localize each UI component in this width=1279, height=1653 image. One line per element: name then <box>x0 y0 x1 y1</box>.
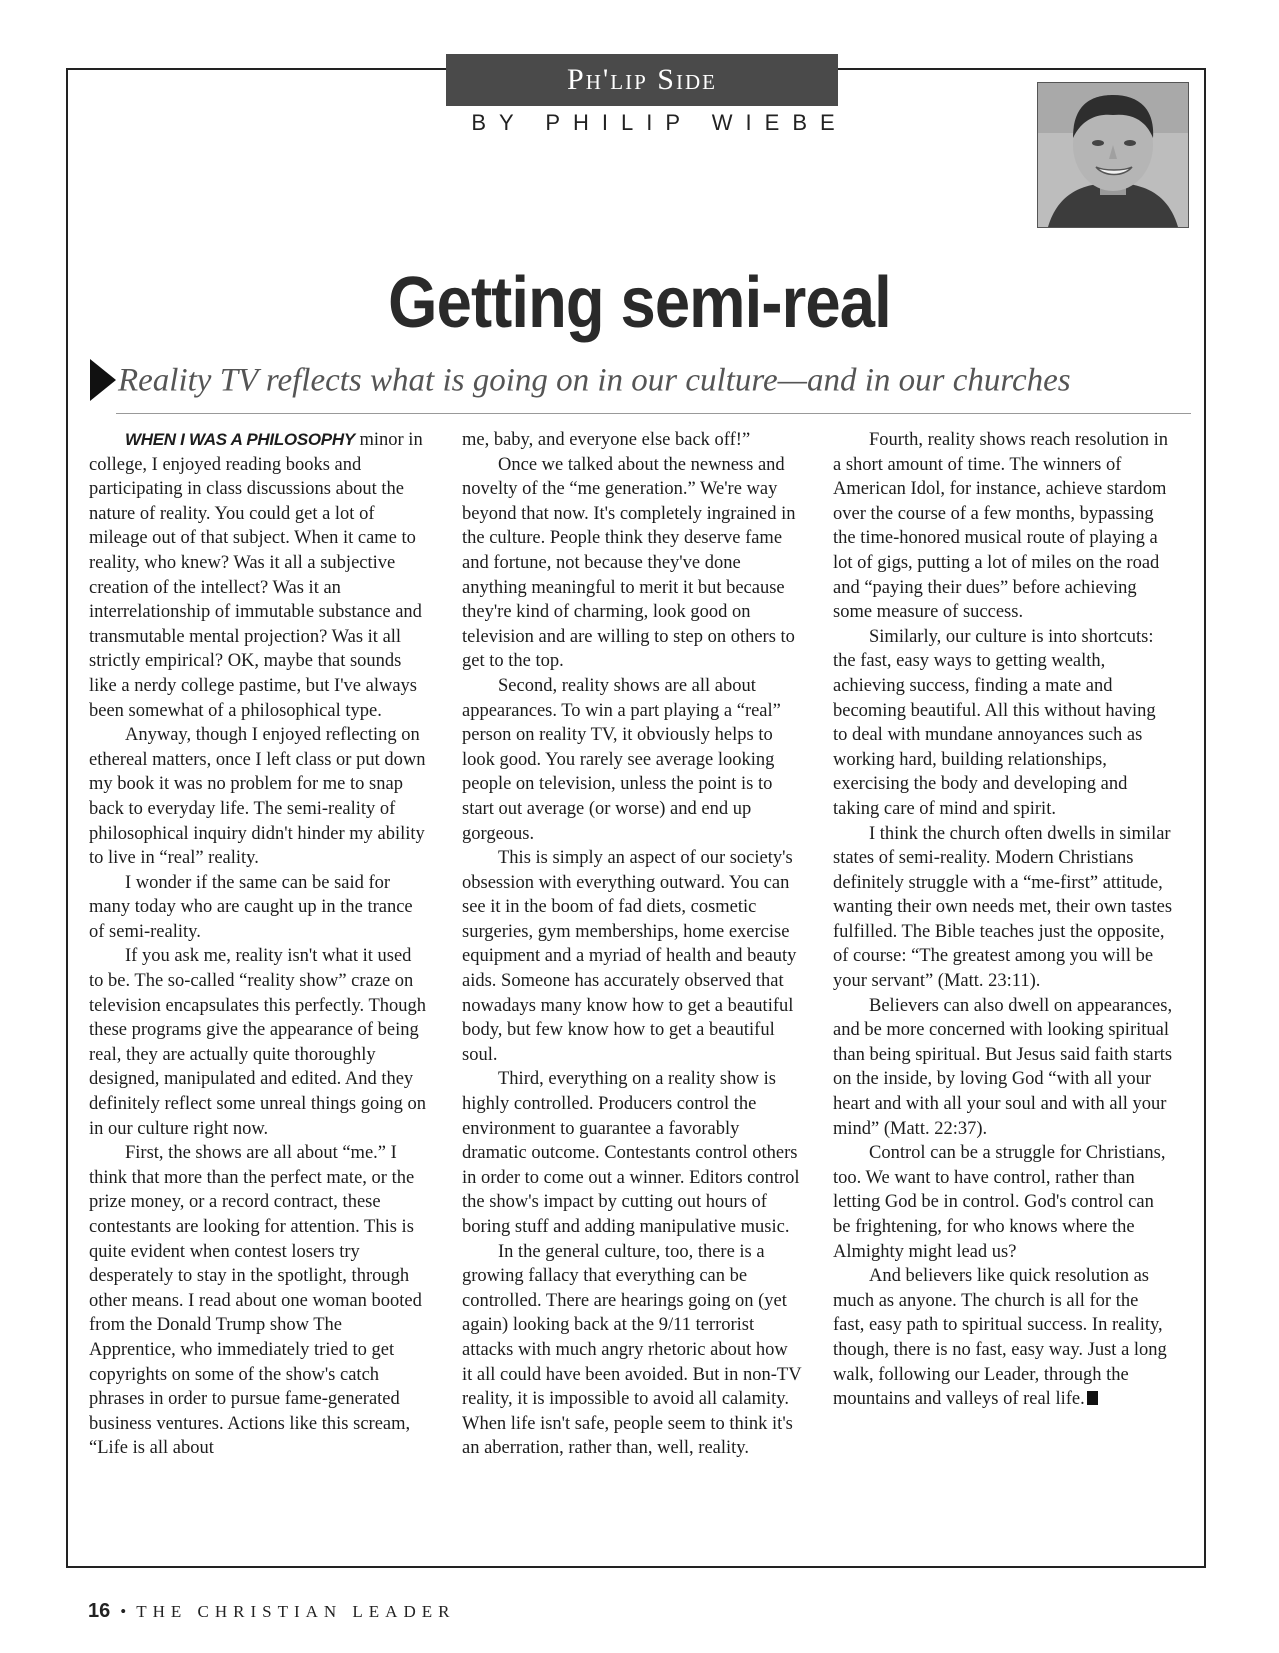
deck-subtitle <box>90 362 1190 404</box>
triangle-arrow-icon <box>90 359 116 401</box>
column-name-banner: Ph'lip Side <box>446 54 838 106</box>
end-mark-icon <box>1087 1391 1098 1405</box>
deck-divider <box>116 413 1191 414</box>
paragraph: Similarly, our culture is into shortcuts: the fast, easy ways to getting wealth, achieving success, finding a mate and becoming beautiful. All this without having to deal with mundane annoyances such as working hard, building relationships, exercising the body and developing and taking care of mind and spirit. <box>833 626 1156 819</box>
paragraph: Second, reality shows are all about appearances. To win a part playing a “real” person on reality TV, it obviously helps to look good. You rarely see average looking people on television, unless the point is to start out average (or worse) and end up gorgeous. <box>462 675 781 844</box>
paragraph: I think the church often dwells in similar states of semi-reality. Modern Christians definitely struggle with a “me-first” attitude, wanting their own needs met, their own tastes fulfilled. The Bible teaches just the opposite, of course: “The greatest among you will be your servant” (Matt. 23:11). <box>833 823 1173 992</box>
paragraph: I wonder if the same can be said for many today who are caught up in the trance of semi-reality. <box>89 872 413 942</box>
paragraph: And believers like quick resolution as much as anyone. The church is all for the fast, easy path to spiritual success. In reality, though, there is no fast, easy way. Just a long walk, following our Leader, through the mountains and valleys of real life. <box>833 1266 1167 1410</box>
paragraph: In the general culture, too, there is a growing fallacy that everything can be controlled. There are hearings going on (yet again) looking back at the 9/11 terrorist attacks with much angry rhetoric about how it all could have been avoided. But in non-TV reality, it is impossible to avoid all calamity. When life isn't safe, people seem to think it's an aberration, rather than, well, reality. <box>462 1241 802 1459</box>
author-photo <box>1037 82 1189 228</box>
body-column-2 <box>462 428 802 1461</box>
paragraph: Once we talked about the newness and novelty of the “me generation.” We're way beyond that now. It's completely ingrained in the culture. People think they deserve fame and fortune, not because they've done anything meaningful to merit it but because they're kind of charming, look good on television and are willing to step on others to get to the top. <box>462 454 796 672</box>
lead-in: WHEN I WAS A PHILOSOPHY <box>125 430 355 449</box>
paragraph: First, the shows are all about “me.” I think that more than the perfect mate, or the prize money, or a record contract, these contestants are looking for attention. This is quite evident when contest losers try desperately to stay in the spotlight, through other means. I read about one woman booted from the Donald Trump show The Apprentice, who immediately tried to get copyrights on some of the show's catch phrases in order to pursue fame-generated business ventures. Actions like this scream, “Life is all about <box>89 1143 422 1459</box>
deck-text: Reality TV reflects what is going on in our culture—and in our churches <box>118 362 1071 399</box>
page-number: 16 <box>88 1600 111 1622</box>
paragraph: Anyway, though I enjoyed reflecting on ethereal matters, once I left class or put down my book it was no problem for me to snap back to everyday life. The semi-reality of philosophical inquiry didn't hinder my ability to live in “real” reality. <box>89 725 426 869</box>
article-body <box>89 428 1194 1538</box>
paragraph: Control can be a struggle for Christians, too. We want to have control, rather than letting God be in control. God's control can be frightening, for who knows where the Almighty might lead us? <box>833 1143 1166 1262</box>
paragraph: me, baby, and everyone else back off!” <box>462 430 751 450</box>
paragraph: Third, everything on a reality show is highly controlled. Producers control the environment to guarantee a favorably dramatic outcome. Contestants control others in order to come out a winner. Editors control the show's impact by cutting out hours of boring stuff and adding manipulative music. <box>462 1069 800 1237</box>
body-column-3 <box>833 428 1173 1412</box>
page-footer <box>88 1600 455 1623</box>
paragraph: This is simply an aspect of our society's obsession with everything outward. You can see it in the boom of fad diets, cosmetic surgeries, gym memberships, home exercise equipment and a myriad of health and beauty aids. Someone has accurately observed that nowadays many know how to get a beautiful body, but few know how to get a beautiful soul. <box>462 848 797 1065</box>
author-portrait-image <box>1038 83 1188 227</box>
paragraph: WHEN I WAS A PHILOSOPHY minor in college, I enjoyed reading books and participating in class discussions about the nature of reality. You could get a lot of mileage out of that subject. When it came to reality, who knew? Was it all a subjective creation of the intellect? Was it an interrelationship of immutable substance and transmutable mental projection? Was it all strictly empirical? OK, maybe that sounds like a nerdy college pastime, but I've always been somewhat of a philosophical type. <box>89 430 423 721</box>
publication-name: THE CHRISTIAN LEADER <box>136 1602 456 1621</box>
paragraph: Fourth, reality shows reach resolution in a short amount of time. The winners of American Idol, for instance, achieve stardom over the course of a few months, bypassing the time-honored musical route of playing a lot of gigs, putting a lot of miles on the road and “paying their dues” before achieving some measure of success. <box>833 430 1169 623</box>
paragraph: Believers can also dwell on appearances, and be more concerned with looking spiritual than being spiritual. But Jesus said faith starts on the inside, by loving God “with all your heart and with all your soul and with all your mind” (Matt. 22:37). <box>833 995 1173 1139</box>
byline: BY PHILIP WIEBE <box>471 110 848 135</box>
headline: Getting semi-real <box>388 263 891 343</box>
body-column-1 <box>89 428 429 1461</box>
paragraph: If you ask me, reality isn't what it used to be. The so-called “reality show” craze on television encapsulates this perfectly. Though these programs give the appearance of being real, they are actually quite thoroughly designed, manipulated and edited. And they definitely reflect some unreal things going on in our culture right now. <box>89 946 427 1139</box>
bullet-icon: • <box>120 1602 127 1621</box>
